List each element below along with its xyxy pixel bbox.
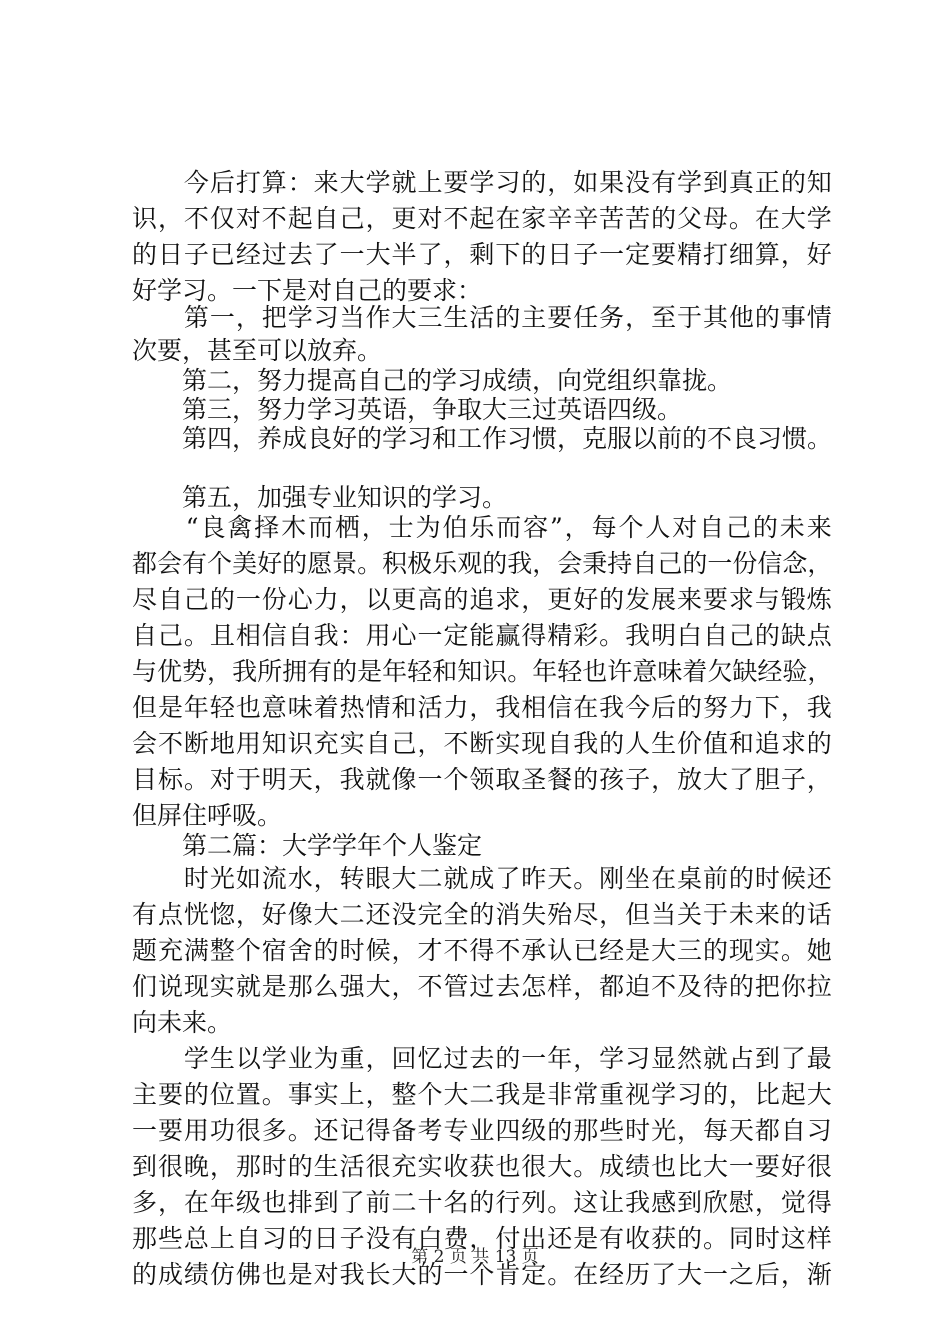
paragraph-line: 都 会 有 个 美 好 的 愿 景 。 积 极 乐 观 的 我 ， 会 秉 持 自 己 的 一 份 信 念 ， — [132, 549, 833, 578]
paragraph-line: 目 标 。 对 于 明 天 ， 我 就 像 一 个 领 取 圣 餐 的 孩 子 ， 放 大 了 胆 子 ， — [132, 765, 832, 794]
paragraph-line: “ 良 禽 择 木 而 栖 ， 士 为 伯 乐 而 容 ” ， 每 个 人 对 自 己 的 未 来 — [185, 513, 832, 542]
paragraph-line: 但 是 年 轻 也 意 味 着 热 情 和 活 力 ， 我 相 信 在 我 今 后 的 努 力 下 ， 我 — [132, 693, 832, 722]
paragraph-line: 一 要 用 功 很 多 。 还 记 得 备 考 专 业 四 级 的 那 些 时 光 ， 每 天 都 自 习 — [132, 1116, 832, 1145]
section-heading: 第二篇：大学学年个人鉴定 — [132, 831, 483, 860]
paragraph-line: 向未来。 — [132, 1008, 233, 1037]
paragraph-line: 们 说 现 实 就 是 那 么 强 大 ， 不 管 过 去 怎 样 ， 都 迫 不 及 待 的 把 你 拉 — [132, 972, 832, 1001]
paragraph-line: 好学习。一下是对自己的要求： — [132, 276, 483, 305]
paragraph-line: 自 己 。 且 相 信 自 我 ： 用 心 一 定 能 赢 得 精 彩 。 我 明 白 自 己 的 缺 点 — [132, 621, 832, 650]
paragraph-line: 的 日 子 已 经 过 去 了 一 大 半 了 ， 剩 下 的 日 子 一 定 要 精 打 细 算 ， 好 — [132, 240, 832, 269]
paragraph-line: 到 很 晚 ， 那 时 的 生 活 很 充 实 收 获 也 很 大 。 成 绩 也 比 大 一 要 好 很 — [132, 1152, 832, 1181]
paragraph-line: 第二，努力提高自己的学习成绩，向党组织靠拢。 — [132, 366, 733, 395]
page-number-footer: 第 2 页 共 13 页 — [411, 1247, 539, 1267]
paragraph-line: 第三，努力学习英语，争取大三过英语四级。 — [132, 395, 683, 424]
paragraph-line: 时 光 如 流 水 ， 转 眼 大 二 就 成 了 昨 天 。 刚 坐 在 桌 前 的 时 候 还 — [183, 864, 832, 893]
paragraph-line: 识 ， 不 仅 对 不 起 自 己 ， 更 对 不 起 在 家 辛 辛 苦 苦 的 父 母 。 在 大 学 — [132, 204, 832, 233]
paragraph-line: 今 后 打 算 ： 来 大 学 就 上 要 学 习 的 ， 如 果 没 有 学 到 真 正 的 知 — [183, 168, 832, 197]
paragraph-line: 主 要 的 位 置 。 事 实 上 ， 整 个 大 二 我 是 非 常 重 视 学 习 的 ， 比 起 大 — [132, 1080, 832, 1109]
paragraph-line: 尽 自 己 的 一 份 心 力 ， 以 更 高 的 追 求 ， 更 好 的 发 展 来 要 求 与 锻 炼 — [132, 585, 832, 614]
paragraph-line: 题 充 满 整 个 宿 舍 的 时 候 ， 才 不 得 不 承 认 已 经 是 大 三 的 现 实 。 她 — [132, 936, 832, 965]
paragraph-line: 会 不 断 地 用 知 识 充 实 自 己 ， 不 断 实 现 自 我 的 人 生 价 值 和 追 求 的 — [132, 729, 832, 758]
paragraph-line: 第四，养成良好的学习和工作习惯，克服以前的不良习惯。 — [132, 424, 833, 453]
paragraph-line: 多 ， 在 年 级 也 排 到 了 前 二 十 名 的 行 列 。 这 让 我 感 到 欣 慰 ， 觉 得 — [132, 1188, 832, 1217]
paragraph-line: 的 成 绩 仿 佛 也 是 对 我 长 大 的 一 个 肯 定 。 在 经 历 了 大 一 之 后 ， 渐 — [132, 1260, 832, 1289]
paragraph-line: 学 生 以 学 业 为 重 ， 回 忆 过 去 的 一 年 ， 学 习 显 然 就 占 到 了 最 — [183, 1044, 832, 1073]
paragraph-line: 次要，甚至可以放弃。 — [132, 336, 383, 365]
paragraph-line: 与 优 势 ， 我 所 拥 有 的 是 年 轻 和 知 识 。 年 轻 也 许 意 味 着 欠 缺 经 验 ， — [132, 657, 833, 686]
paragraph-line: 那 些 总 上 自 习 的 日 子 没 有 白 费 ， 付 出 还 是 有 收 获 的 。 同 时 这 样 — [132, 1224, 832, 1253]
paragraph-line: 有 点 恍 惚 ， 好 像 大 二 还 没 完 全 的 消 失 殆 尽 ， 但 当 关 于 未 来 的 话 — [132, 900, 832, 929]
paragraph-line: 第五，加强专业知识的学习。 — [132, 483, 508, 512]
paragraph-line: 但屏住呼吸。 — [132, 801, 283, 830]
paragraph-line: 第 一 ， 把 学 习 当 作 大 三 生 活 的 主 要 任 务 ， 至 于 其 他 的 事 情 — [183, 303, 832, 332]
